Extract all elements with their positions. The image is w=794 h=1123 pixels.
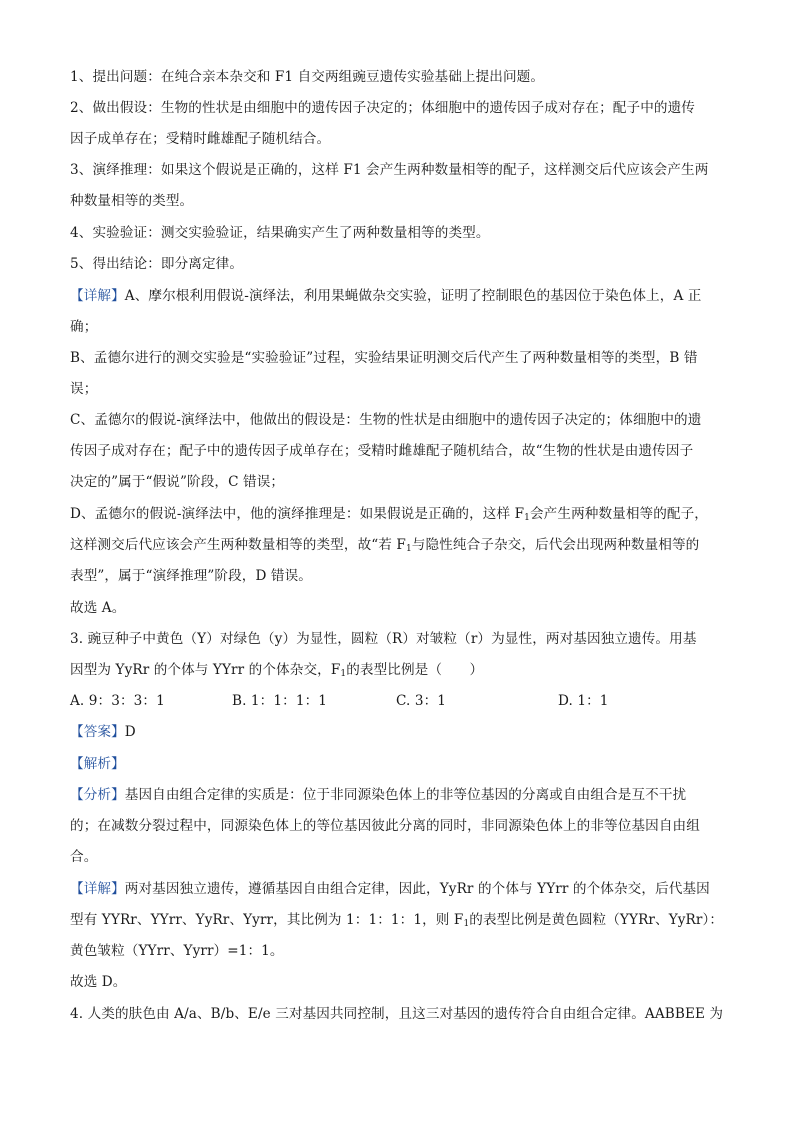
detail-b-cont-line: 误； xyxy=(70,381,98,397)
detail-c-cont2-line: 决定的”属于“假说”阶段，C 错误； xyxy=(70,474,285,490)
subscript: 1 xyxy=(405,544,412,554)
question-3-stem-cont xyxy=(70,660,730,680)
detail-a-cont-line: 确； xyxy=(70,319,98,335)
analysis-line xyxy=(70,754,730,774)
fenxi-line xyxy=(70,785,730,805)
detail-d-cont-line xyxy=(70,535,730,555)
step-2-cont-line: 因子成单存在；受精时雌雄配子随机结合。 xyxy=(70,131,331,147)
fenxi-tag: 【分析】 xyxy=(70,787,125,803)
detail-c-line: C、孟德尔的假说-演绎法中，他做出的假设是：生物的性状是由细胞中的遗传因子决定的；体细胞中的遗 xyxy=(70,412,702,428)
option-c: C. 3：1 xyxy=(396,693,447,709)
q3-detail-line xyxy=(70,879,730,899)
detail-d-line xyxy=(70,504,730,524)
detail-c-cont-line: 传因子成对存在；配子中的遗传因子成单存在；受精时雌雄配子随机结合，故“生物的性状是由遗传因子 xyxy=(70,443,694,459)
detail-d2-text-b: 与隐性纯合子杂交，后代会出现两种数量相等的 xyxy=(411,537,700,553)
q3-detail2-text-b: 的表型比例是黄色圆粒（YYRr、YyRr）： xyxy=(469,912,724,928)
answer-line xyxy=(70,722,730,742)
subscript: 1 xyxy=(340,669,347,679)
option-a: A. 9：3：3：1 xyxy=(70,693,165,709)
step-3-line: 3、演绎推理：如果这个假说是正确的，这样 F1 会产生两种数量相等的配子，这样测交后代应该会产生两 xyxy=(70,162,709,178)
conclusion-line: 故选 A。 xyxy=(70,600,126,616)
detail-d-text-b: 会产生两种数量相等的配子， xyxy=(529,506,709,522)
detail-a-text: A、摩尔根利用假说-演绎法，利用果蝇做杂交实验，证明了控制眼色的基因位于染色体上，A 正 xyxy=(124,288,702,304)
question-3-stem-text-b: 的表型比例是（ ） xyxy=(346,662,484,678)
subscript: 1 xyxy=(463,919,470,929)
step-1-line: 1、提出问题：在纯合亲本杂交和 F1 自交两组豌豆遗传实验基础上提出问题。 xyxy=(70,69,545,85)
answer-value: D xyxy=(124,724,136,740)
q3-detail-cont2-line: 黄色皱粒（YYrr、Yyrr）=1：1。 xyxy=(70,943,284,959)
detail-b-line: B、孟德尔进行的测交实验是“实验验证”过程，实验结果证明测交后代产生了两种数量相等的类型，B 错 xyxy=(70,350,698,366)
subscript: 1 xyxy=(524,513,530,523)
detail-d-text-a: D、孟德尔的假说-演绎法中，他的演绎推理是：如果假说是正确的，这样 F xyxy=(70,506,525,522)
step-3-cont-line: 种数量相等的类型。 xyxy=(70,193,194,209)
q3-detail2-text-a: 型有 YYRr、YYrr、YyRr、Yyrr，其比例为 1：1：1：1，则 F xyxy=(70,912,464,928)
question-4-stem: 4. 人类的肤色由 A/a、B/b、E/e 三对基因共同控制，且这三对基因的遗传符合自由组合定律。AABBEE 为 xyxy=(70,1006,724,1022)
detail-tag: 【详解】 xyxy=(70,288,125,304)
detail-d-cont2-line: 表型”，属于“演绎推理”阶段，D 错误。 xyxy=(70,568,312,584)
detail-d2-text-a: 这样测交后代应该会产生两种数量相等的类型，故“若 F xyxy=(70,537,406,553)
option-d: D. 1：1 xyxy=(558,693,609,709)
detail-a-line xyxy=(70,286,730,306)
question-3-stem-text-a: 因型为 YyRr 的个体与 YYrr 的个体杂交，F xyxy=(70,662,341,678)
q3-conclusion-line: 故选 D。 xyxy=(70,974,127,990)
option-b: B. 1：1：1：1 xyxy=(232,693,328,709)
step-5-line: 5、得出结论：即分离定律。 xyxy=(70,256,244,272)
fenxi-text: 基因自由组合定律的实质是：位于非同源染色体上的非等位基因的分离或自由组合是互不干扰 xyxy=(124,787,687,803)
fenxi-cont2-line: 合。 xyxy=(70,849,98,865)
answer-tag: 【答案】 xyxy=(70,724,125,740)
q3-detail-tag: 【详解】 xyxy=(70,881,125,897)
q3-detail-cont-line xyxy=(70,910,730,930)
analysis-tag: 【解析】 xyxy=(70,756,125,772)
q3-detail-text: 两对基因独立遗传，遵循基因自由组合定律，因此，YyRr 的个体与 YYrr 的个体杂交，后代基因 xyxy=(124,881,710,897)
step-4-line: 4、实验验证：测交实验验证，结果确实产生了两种数量相等的类型。 xyxy=(70,225,490,241)
step-2-line: 2、做出假设：生物的性状是由细胞中的遗传因子决定的；体细胞中的遗传因子成对存在；配子中的遗传 xyxy=(70,100,695,116)
fenxi-cont-line: 的；在减数分裂过程中，同源染色体上的等位基因彼此分离的同时，非同源染色体上的非等位基因自由组 xyxy=(70,818,700,834)
question-3-stem: 3. 豌豆种子中黄色（Y）对绿色（y）为显性，圆粒（R）对皱粒（r）为显性，两对基因独立遗传。用基 xyxy=(70,631,697,647)
